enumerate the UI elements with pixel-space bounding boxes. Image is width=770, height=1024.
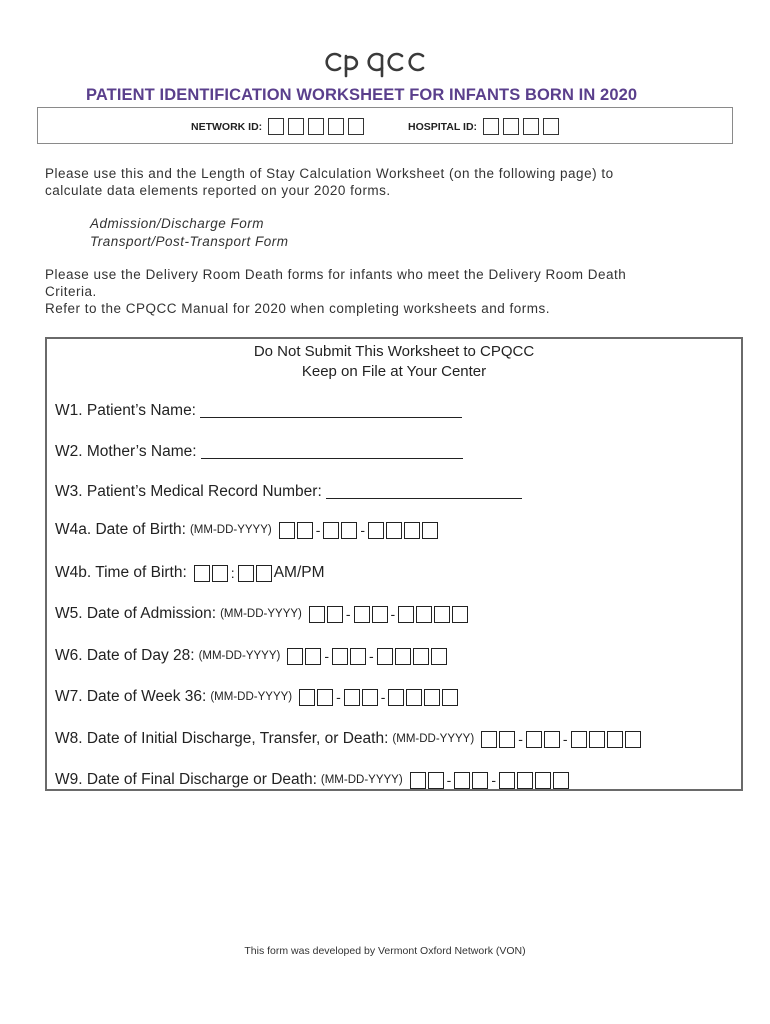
date-separator: - [491, 772, 497, 788]
date-digit-box[interactable] [607, 731, 623, 748]
hospital-id-cells [483, 118, 559, 135]
date-digit-box[interactable] [344, 689, 360, 706]
am-pm-label: AM/PM [273, 564, 325, 581]
field-w6 [55, 647, 447, 665]
field-w5-label: W5. Date of Admission: [55, 605, 217, 622]
hospital-id-cell[interactable] [503, 118, 519, 135]
date-digit-box[interactable] [299, 689, 315, 706]
field-w1 [55, 402, 462, 420]
hospital-id-label: HOSPITAL ID: [408, 120, 478, 133]
field-w7 [55, 688, 458, 706]
date-digit-box[interactable] [424, 689, 440, 706]
date-digit-box[interactable] [287, 648, 303, 665]
date-digit-box[interactable] [499, 731, 515, 748]
date-digit-box[interactable] [413, 648, 429, 665]
date-digit-box[interactable] [297, 522, 313, 539]
birth-date-boxes [279, 522, 438, 539]
field-w6-label: W6. Date of Day 28: [55, 647, 195, 664]
network-id-label: NETWORK ID: [191, 120, 263, 133]
date-separator: - [369, 648, 374, 664]
date-digit-box[interactable] [362, 689, 378, 706]
date-digit-box[interactable] [279, 522, 295, 539]
date-digit-box[interactable] [354, 606, 370, 623]
instruction-line-4: Criteria. [45, 284, 97, 299]
network-id-cell[interactable] [268, 118, 284, 135]
field-w3 [55, 483, 522, 501]
hospital-id-cell[interactable] [543, 118, 559, 135]
field-w2-label: W2. Mother’s Name: [55, 443, 197, 460]
date-separator: - [390, 606, 396, 622]
date-digit-box[interactable] [481, 731, 497, 748]
instruction-line-1: Please use this and the Length of Stay Calculation Worksheet (on the following page) to [45, 166, 614, 181]
instruction-line-3: Please use the Delivery Room Death forms for infants who meet the Delivery Room Death [45, 267, 627, 282]
medical-record-line[interactable] [326, 485, 522, 499]
date-digit-box[interactable] [386, 522, 402, 539]
network-id-cells [268, 118, 364, 135]
field-w1-label: W1. Patient’s Name: [55, 402, 196, 419]
field-w5 [55, 605, 468, 623]
date-digit-box[interactable] [589, 731, 605, 748]
patient-name-line[interactable] [200, 404, 462, 418]
date-digit-box[interactable] [517, 772, 533, 789]
date-digit-box[interactable] [410, 772, 426, 789]
initial-discharge-date-boxes [481, 731, 640, 748]
cpqcc-logo [320, 44, 430, 80]
date-digit-box[interactable] [434, 606, 450, 623]
time-digit-box[interactable] [212, 565, 228, 582]
date-digit-box[interactable] [341, 522, 357, 539]
date-digit-box[interactable] [431, 648, 447, 665]
date-digit-box[interactable] [323, 522, 339, 539]
field-w2 [55, 443, 463, 461]
page-title: PATIENT IDENTIFICATION WORKSHEET FOR INFANTS BORN IN 2020 [86, 86, 638, 104]
field-w8-label: W8. Date of Initial Discharge, Transfer, or Death: [55, 730, 389, 747]
date-digit-box[interactable] [544, 731, 560, 748]
final-discharge-date-boxes [410, 772, 569, 789]
time-digit-box[interactable] [256, 565, 272, 582]
field-w4b [55, 564, 325, 582]
date-separator: - [446, 772, 452, 788]
field-w3-label: W3. Patient’s Medical Record Number: [55, 483, 322, 500]
date-format-hint: (MM-DD-YYYY) [392, 733, 475, 745]
date-digit-box[interactable] [416, 606, 432, 623]
id-box [37, 107, 733, 144]
hospital-id-group [408, 118, 559, 135]
instruction-line-2: calculate data elements reported on your 2020 forms. [45, 183, 391, 198]
date-digit-box[interactable] [625, 731, 641, 748]
date-digit-box[interactable] [395, 648, 411, 665]
date-digit-box[interactable] [332, 648, 348, 665]
worksheet-box [45, 337, 743, 791]
field-w8 [55, 730, 641, 748]
date-digit-box[interactable] [305, 648, 321, 665]
field-w9-label: W9. Date of Final Discharge or Death: [55, 771, 317, 788]
date-format-hint: (MM-DD-YYYY) [198, 650, 281, 662]
notice-keep-on-file: Keep on File at Your Center [301, 363, 487, 380]
date-digit-box[interactable] [442, 689, 458, 706]
date-separator: - [360, 522, 366, 538]
date-digit-box[interactable] [327, 606, 343, 623]
date-digit-box[interactable] [309, 606, 325, 623]
notice-do-not-submit: Do Not Submit This Worksheet to CPQCC [253, 343, 535, 360]
date-digit-box[interactable] [368, 522, 384, 539]
date-digit-box[interactable] [372, 606, 388, 623]
date-digit-box[interactable] [350, 648, 366, 665]
date-separator: - [345, 606, 351, 622]
date-format-hint: (MM-DD-YYYY) [210, 691, 293, 703]
week36-date-boxes [299, 689, 458, 706]
birth-time-boxes [194, 564, 325, 582]
date-digit-box[interactable] [406, 689, 422, 706]
field-w4b-label: W4b. Time of Birth: [55, 564, 187, 581]
network-id-cell[interactable] [308, 118, 324, 135]
date-separator: - [518, 731, 523, 747]
date-digit-box[interactable] [553, 772, 569, 789]
date-digit-box[interactable] [404, 522, 420, 539]
mother-name-line[interactable] [201, 445, 463, 459]
date-separator: - [562, 731, 568, 747]
time-digit-box[interactable] [238, 565, 254, 582]
network-id-group [191, 118, 364, 135]
date-digit-box[interactable] [472, 772, 488, 789]
date-digit-box[interactable] [377, 648, 393, 665]
network-id-cell[interactable] [348, 118, 364, 135]
date-digit-box[interactable] [388, 689, 404, 706]
footer-credit: This form was developed by Vermont Oxford Network (VON) [244, 945, 526, 957]
hospital-id-cell[interactable] [523, 118, 539, 135]
admission-date-boxes [309, 606, 468, 623]
date-digit-box[interactable] [571, 731, 587, 748]
network-id-cell[interactable] [288, 118, 304, 135]
hospital-id-cell[interactable] [483, 118, 499, 135]
date-digit-box[interactable] [499, 772, 515, 789]
date-digit-box[interactable] [428, 772, 444, 789]
field-w4a [55, 521, 438, 539]
field-w4a-label: W4a. Date of Birth: [55, 521, 186, 538]
date-digit-box[interactable] [422, 522, 438, 539]
date-digit-box[interactable] [535, 772, 551, 789]
date-format-hint: (MM-DD-YYYY) [220, 608, 302, 620]
date-separator: - [315, 522, 321, 538]
network-id-cell[interactable] [328, 118, 344, 135]
date-separator: - [380, 689, 386, 705]
field-w7-label: W7. Date of Week 36: [55, 688, 207, 705]
date-digit-box[interactable] [452, 606, 468, 623]
date-format-hint: (MM-DD-YYYY) [320, 774, 403, 786]
field-w9 [55, 771, 569, 789]
date-separator: - [336, 689, 341, 705]
instruction-line-5: Refer to the CPQCC Manual for 2020 when completing worksheets and forms. [45, 301, 550, 316]
form-name-admission: Admission/Discharge Form [90, 216, 265, 231]
date-digit-box[interactable] [398, 606, 414, 623]
date-separator: - [324, 648, 330, 664]
date-digit-box[interactable] [526, 731, 542, 748]
time-digit-box[interactable] [194, 565, 210, 582]
date-format-hint: (MM-DD-YYYY) [189, 524, 272, 536]
time-separator: : [230, 565, 235, 581]
date-digit-box[interactable] [454, 772, 470, 789]
form-name-transport: Transport/Post-Transport Form [90, 234, 289, 249]
date-digit-box[interactable] [317, 689, 333, 706]
day28-date-boxes [287, 648, 446, 665]
cpqcc-logo-mark [320, 44, 430, 80]
